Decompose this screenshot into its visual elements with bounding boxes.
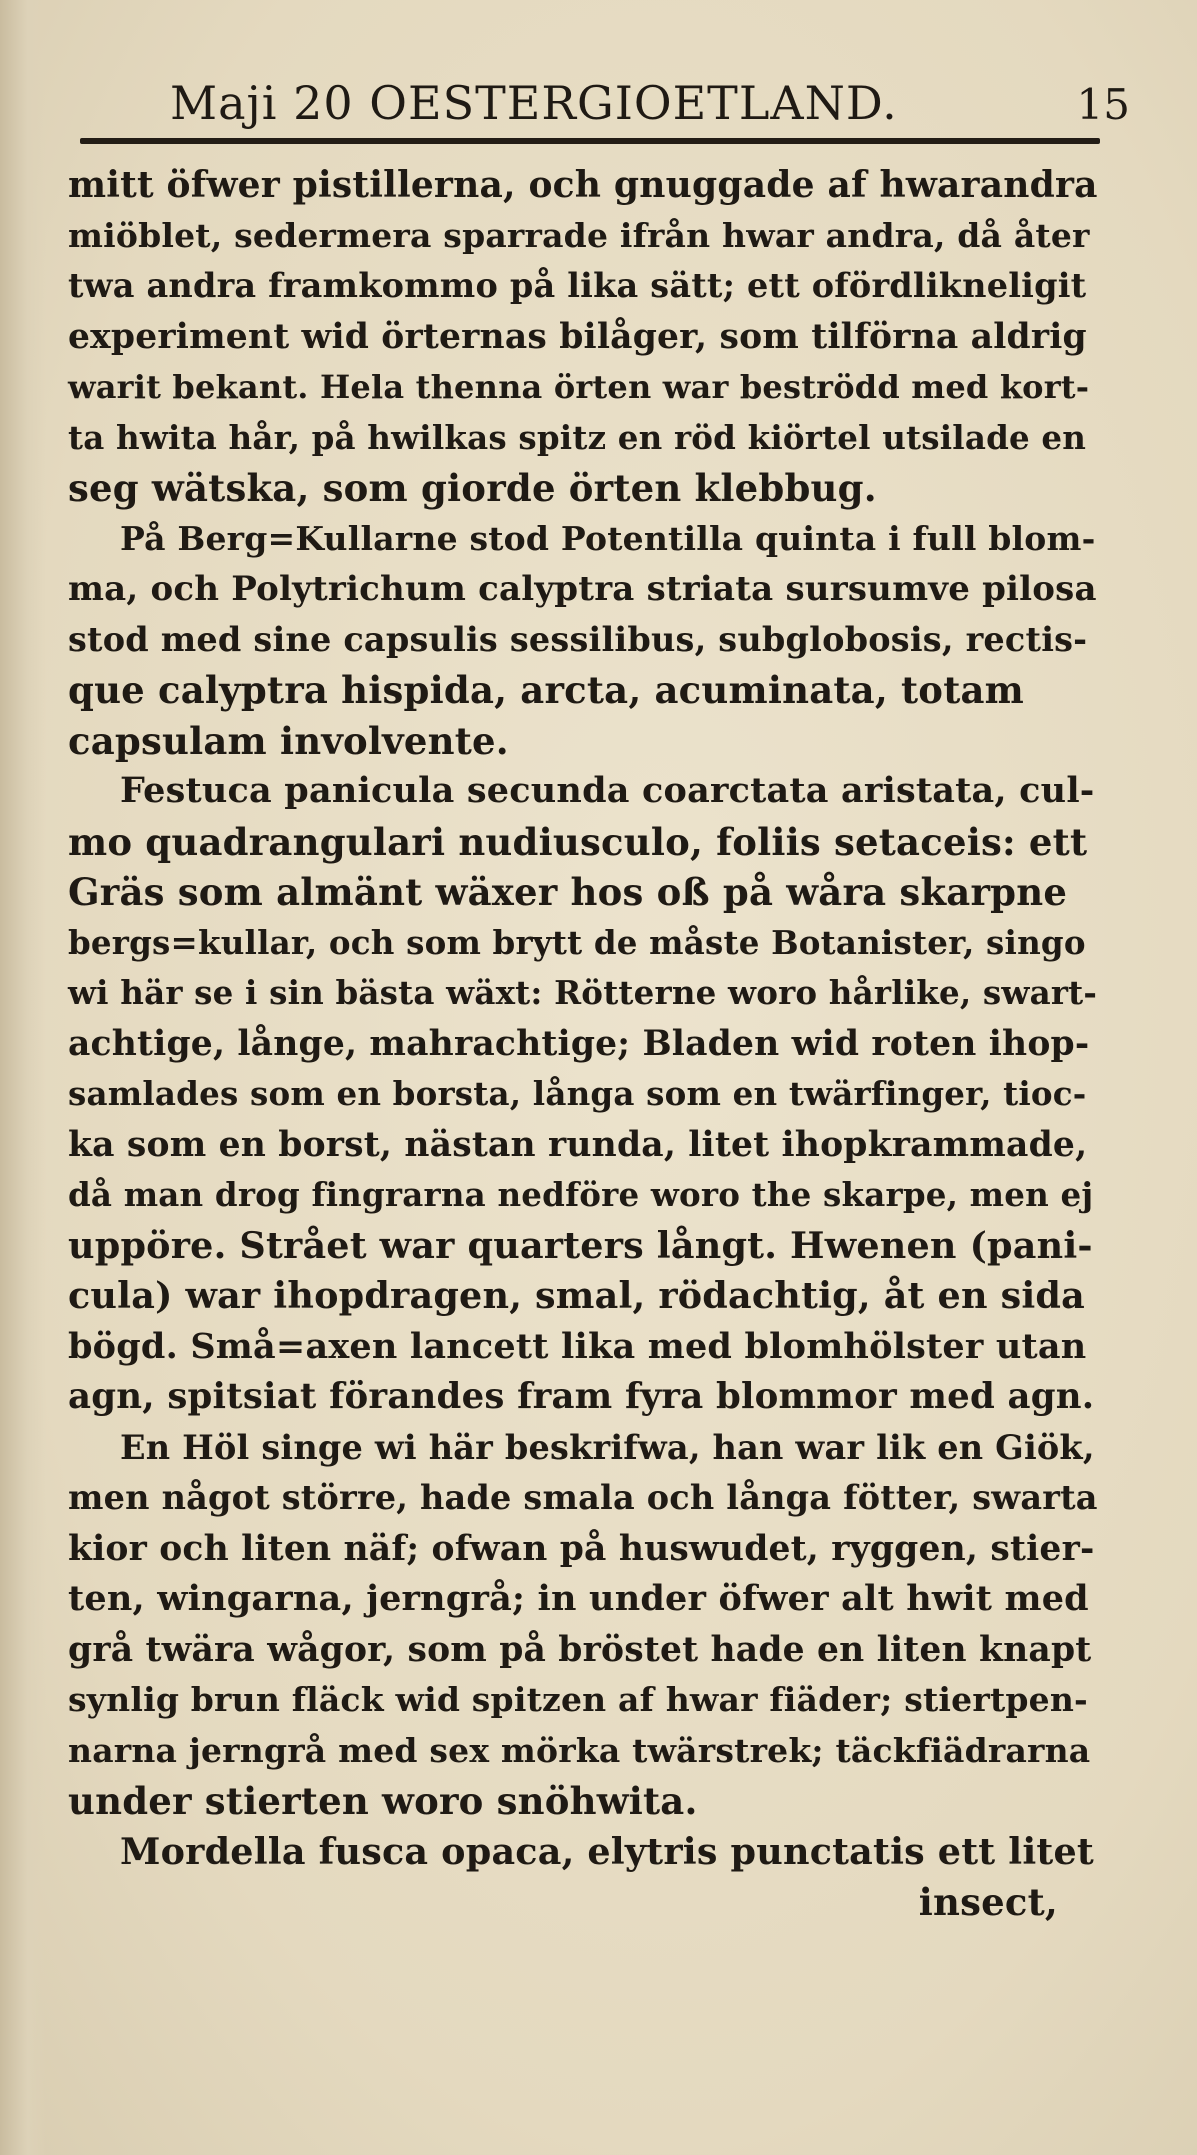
text-line: kior och liten näf; ofwan på huswudet, ryggen, stier- xyxy=(68,1528,1095,1569)
text-line: twa andra framkommo på lika sätt; ett ofördlikneligit xyxy=(68,266,1087,305)
text-line: En Höl singe wi här beskrifwa, han war lik en Giök, xyxy=(120,1427,1095,1467)
gutter-shadow xyxy=(0,0,46,2155)
text-line: ka som en borst, nästan runda, litet ihopkrammade, xyxy=(68,1124,1088,1165)
text-line: achtige, långe, mahrachtige; Bladen wid roten ihop- xyxy=(68,1023,1090,1064)
text-line: cula) war ihopdragen, smal, rödachtig, åt en sida xyxy=(68,1274,1085,1317)
text-line: seg wätska, som giorde örten klebbug. xyxy=(68,466,877,510)
page-header xyxy=(170,76,1130,136)
text-line: På Berg=Kullarne stod Potentilla quinta i full blom- xyxy=(120,518,1096,558)
text-line: under stierten woro snöhwita. xyxy=(68,1779,698,1823)
text-line: Mordella fusca opaca, elytris punctatis ett litet xyxy=(120,1829,1094,1873)
text-line: warit bekant. Hela thenna örten war beströdd med kort- xyxy=(68,368,1090,406)
running-head: Maji 20 OESTERGIOETLAND. xyxy=(170,76,898,130)
text-line: uppöre. Strået war quarters långt. Hwenen (pani- xyxy=(68,1223,1093,1267)
text-line: Gräs som almänt wäxer hos oß på wåra skarpne xyxy=(68,870,1068,914)
text-line: grå twära wågor, som på bröstet hade en liten knapt xyxy=(68,1629,1092,1670)
catchword: insect, xyxy=(918,1880,1058,1924)
text-line: agn, spitsiat förandes fram fyra blommor med agn. xyxy=(68,1376,1095,1417)
text-line: samlades som en borsta, långa som en twärfinger, tioc- xyxy=(68,1074,1087,1113)
text-line: ma, och Polytrichum calyptra striata sursumve pilosa xyxy=(68,569,1097,609)
header-rule xyxy=(80,138,1100,144)
text-line: då man drog fingrarna nedföre woro the skarpe, men ej xyxy=(68,1175,1094,1214)
text-line: ta hwita hår, på hwilkas spitz en röd kiörtel utsilade en xyxy=(68,417,1087,457)
text-line: wi här se i sin bästa wäxt: Rötterne woro hårlike, swart- xyxy=(68,973,1098,1012)
text-line: bergs=kullar, och som brytt de måste Botanister, singo xyxy=(68,922,1086,962)
text-line: que calyptra hispida, arcta, acuminata, totam xyxy=(68,668,1025,712)
text-line: experiment wid örternas bilåger, som tilförna aldrig xyxy=(68,316,1087,357)
text-line: ten, wingarna, jerngrå; in under öfwer alt hwit med xyxy=(68,1578,1089,1619)
text-line: men något större, hade smala och långa fötter, swarta xyxy=(68,1478,1098,1517)
text-line: mo quadrangulari nudiusculo, foliis setaceis: ett xyxy=(68,819,1088,864)
text-line: stod med sine capsulis sessilibus, subglobosis, rectis- xyxy=(68,619,1088,659)
text-line: capsulam involvente. xyxy=(68,718,509,763)
text-line: bögd. Små=axen lancett lika med blomhölster utan xyxy=(68,1325,1087,1367)
text-line: narna jerngrå med sex mörka twärstrek; täckfiädrarna xyxy=(68,1730,1091,1770)
text-line: synlig brun fläck wid spitzen af hwar fiäder; stiertpen- xyxy=(68,1680,1088,1719)
text-line: miöblet, sedermera sparrade ifrån hwar andra, då åter xyxy=(68,215,1090,255)
text-line: mitt öfwer pistillerna, och gnuggade af hwarandra xyxy=(68,164,1098,206)
body-text xyxy=(68,160,1098,1928)
page-number: 15 xyxy=(1076,80,1130,129)
text-line: Festuca panicula secunda coarctata aristata, cul- xyxy=(120,770,1095,811)
